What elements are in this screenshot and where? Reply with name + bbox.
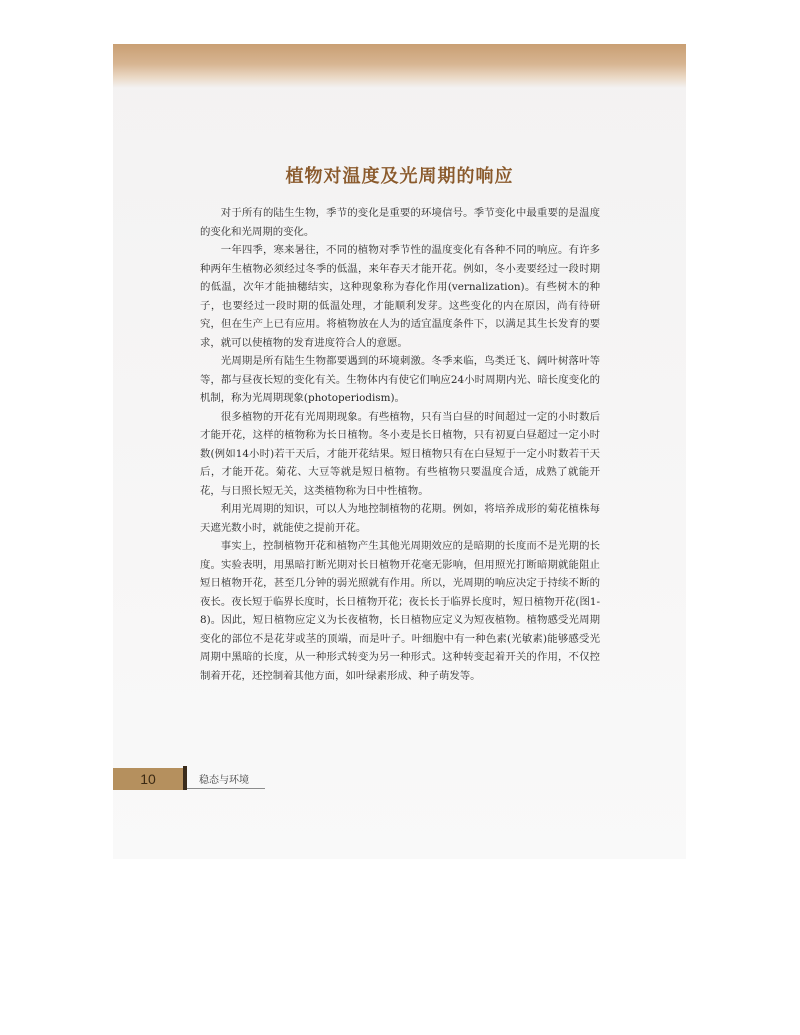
book-title: 稳态与环境 [199, 775, 249, 786]
page-number: 10 [140, 771, 156, 787]
footer-rule [187, 788, 265, 789]
body-text [200, 204, 600, 685]
header-band [113, 44, 686, 88]
footer-divider [183, 766, 187, 790]
paragraph: 事实上，控制植物开花和植物产生其他光周期效应的是暗期的长度而不是光期的长度。实验表明，用黑暗打断光期对长日植物开花毫无影响，但用照光打断暗期就能阻止短日植物开花，甚至几分钟的弱光照就有作用。所以，光周期的响应决定于持续不断的夜长。夜长短于临界长度时，长日植物开花；夜长长于临界长度时，短日植物开花(图1-8)。因此，短日植物应定义为长夜植物，长日植物应定义为短夜植物。植物感受光周期变化的部位不是花芽或茎的顶端，而是叶子。叶细胞中有一种色素(光敏素)能够感受光周期中黑暗的长度，从一种形式转变为另一种形式。这种转变起着开关的作用，不仅控制着开花，还控制着其他方面，如叶绿素形成、种子萌发等。 [200, 540, 600, 682]
book-page [113, 44, 686, 859]
paragraph: 利用光周期的知识，可以人为地控制植物的花期。例如，将培养成形的菊花植株每天遮光数小时，就能使之提前开花。 [200, 503, 600, 534]
paragraph: 对于所有的陆生生物，季节的变化是重要的环境信号。季节变化中最重要的是温度的变化和光周期的变化。 [200, 207, 600, 238]
paragraph: 很多植物的开花有光周期现象。有些植物，只有当白昼的时间超过一定的小时数后才能开花，这样的植物称为长日植物。冬小麦是长日植物，只有初夏白昼超过一定小时数(例如14小时)若干天后，才能开花结果。短日植物只有在白昼短于一定小时数若干天后，才能开花。菊花、大豆等就是短日植物。有些植物只要温度合适，成熟了就能开花，与日照长短无关，这类植物称为日中性植物。 [200, 410, 600, 497]
page-title: 植物对温度及光周期的响应 [285, 166, 514, 187]
paragraph: 光周期是所有陆生生物都要遇到的环境刺激。冬季来临，鸟类迁飞、阔叶树落叶等等，都与昼夜长短的变化有关。生物体内有使它们响应24小时周期内光、暗长度变化的机制，称为光周期现象(photoperiodism)。 [200, 355, 600, 404]
paragraph: 一年四季，寒来暑往，不同的植物对季节性的温度变化有各种不同的响应。有许多种两年生植物必须经过冬季的低温，来年春天才能开花。例如，冬小麦要经过一段时期的低温，次年才能抽穗结实，这种现象称为春化作用(vernalization)。有些树木的种子，也要经过一段时期的低温处理，才能顺利发芽。这些变化的内在原因，尚有待研究，但在生产上已有应用。将植物放在人为的适宜温度条件下，以满足其生长发育的要求，就可以使植物的发育进度符合人的意愿。 [200, 244, 600, 349]
